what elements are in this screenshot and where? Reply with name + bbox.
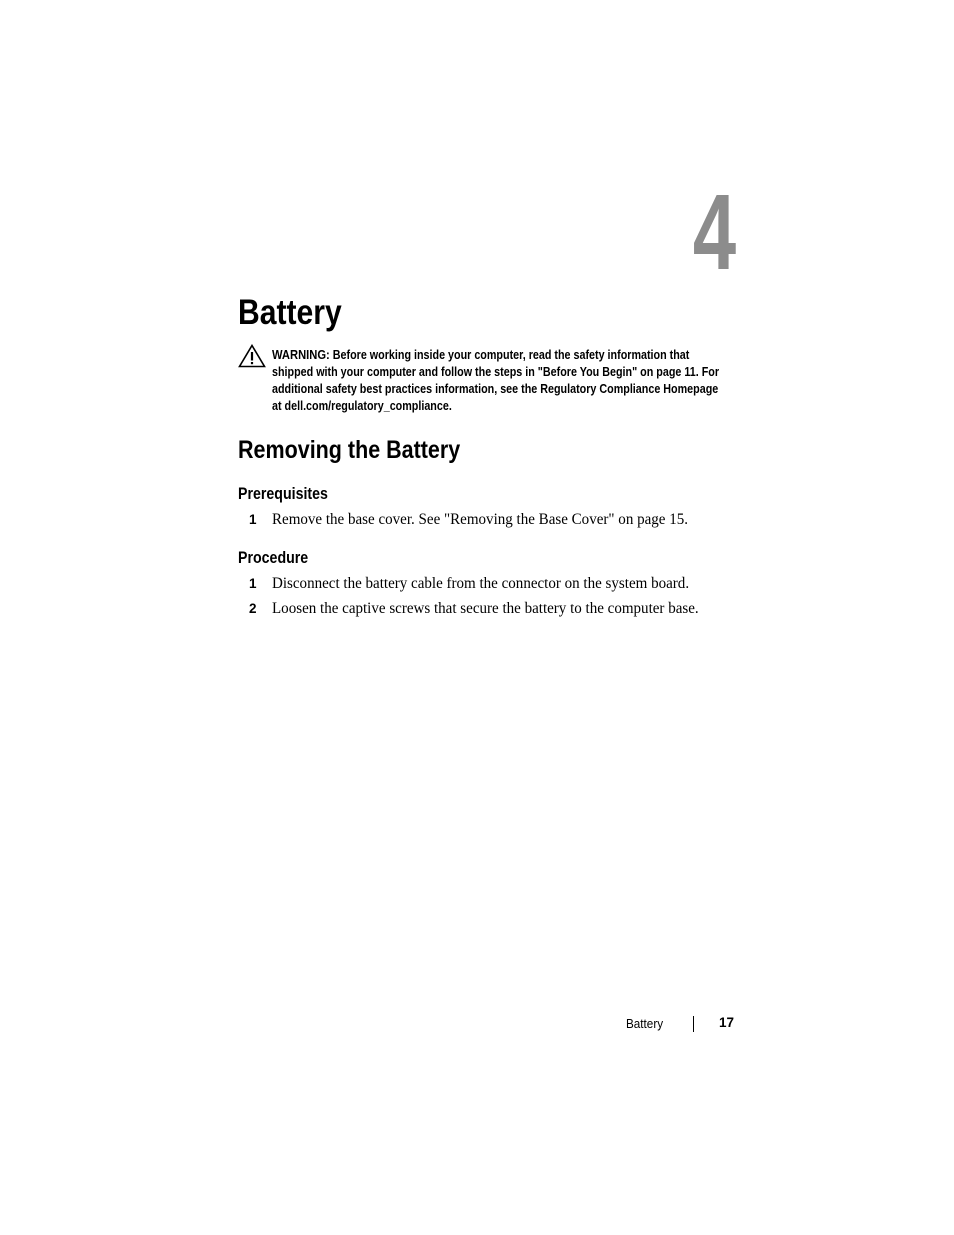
step-number: 2 [249, 601, 257, 616]
footer-divider [693, 1016, 694, 1032]
footer-section-label: Battery [626, 1016, 664, 1031]
step-number: 1 [249, 512, 257, 527]
warning-triangle-icon [238, 344, 266, 368]
step-text: Loosen the captive screws that secure the battery to the computer base. [272, 600, 699, 617]
page-number: 17 [719, 1015, 735, 1030]
step-number: 1 [249, 576, 257, 591]
warning-note [272, 346, 728, 415]
section-title: Removing the Battery [238, 436, 461, 464]
prerequisites-heading: Prerequisites [238, 485, 328, 503]
step-text: Disconnect the battery cable from the connector on the system board. [272, 575, 690, 592]
step-text: Remove the base cover. See "Removing the Base Cover" on page 15. [272, 511, 689, 528]
warning-label: WARNING: [272, 347, 330, 362]
warning-body: Before working inside your computer, read the safety information that shipped with your computer and follow the steps in "Before You Begin" on page 11. For additional safety best practices information, see the Regulatory Compliance Homepage at dell.com/regulatory_compliance. [272, 348, 720, 413]
chapter-number: 4 [692, 171, 736, 292]
procedure-heading: Procedure [238, 549, 309, 567]
chapter-title: Battery [238, 293, 342, 332]
